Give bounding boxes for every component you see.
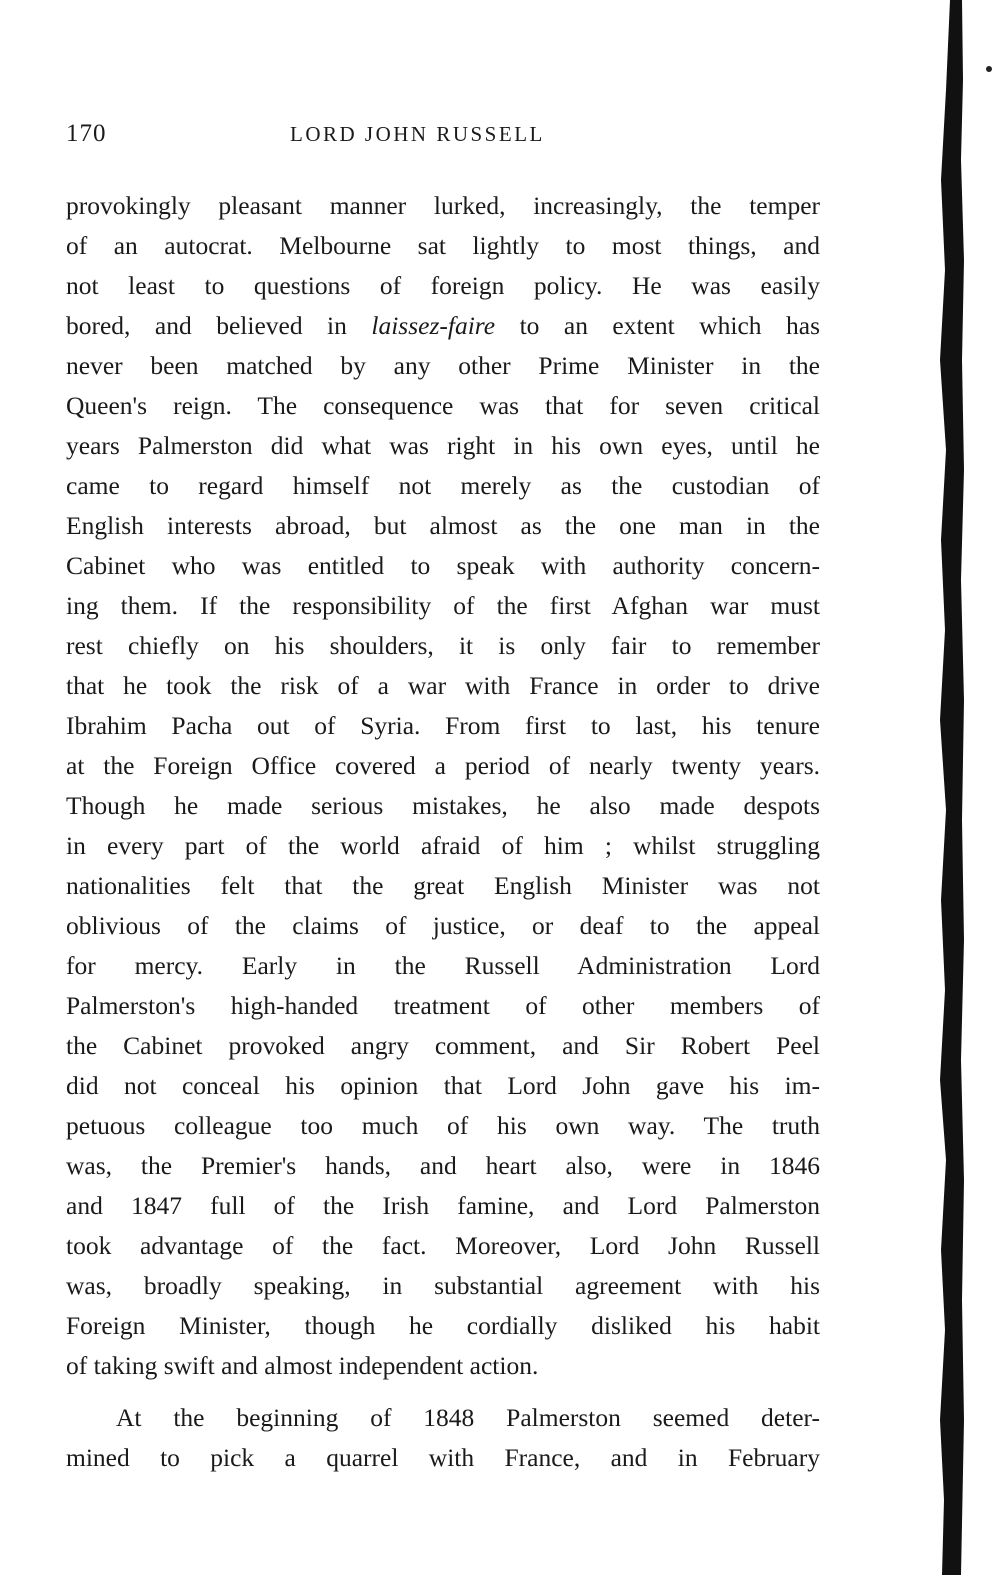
text-line: petuous colleague too much of his own way. The truth: [66, 1111, 820, 1140]
text-line: Though he made serious mistakes, he also made despots: [66, 791, 820, 820]
text-line: English interests abroad, but almost as the one man in the: [66, 511, 820, 540]
text-fragment: bored, and believed in: [66, 311, 347, 340]
scan-shadow-edge: [928, 0, 964, 1575]
text-line: oblivious of the claims of justice, or deaf to the appeal: [66, 911, 820, 940]
text-line: Queen's reign. The consequence was that for seven critical: [66, 391, 820, 420]
paragraph-gap: [66, 1386, 820, 1398]
body-text: [66, 186, 820, 1478]
running-title: LORD JOHN RUSSELL: [290, 122, 545, 146]
text-line: Cabinet who was entitled to speak with authority concern-: [66, 551, 820, 580]
text-line: years Palmerston did what was right in his own eyes, until he: [66, 431, 820, 460]
text-line: for mercy. Early in the Russell Administration Lord: [66, 951, 820, 980]
text-line: At the beginning of 1848 Palmerston seemed deter-: [116, 1403, 820, 1432]
text-line: came to regard himself not merely as the custodian of: [66, 471, 820, 500]
text-line: Foreign Minister, though he cordially disliked his habit: [66, 1311, 820, 1340]
text-line-with-italic: [66, 306, 820, 346]
scan-shadow-shape: [940, 0, 964, 1575]
text-line: Ibrahim Pacha out of Syria. From first to last, his tenure: [66, 711, 820, 740]
text-line: not least to questions of foreign policy. He was easily: [66, 271, 820, 300]
text-line: nationalities felt that the great English Minister was not: [66, 871, 820, 900]
text-line: of taking swift and almost independent action.: [66, 1351, 539, 1380]
text-line: Palmerston's high-handed treatment of other members of: [66, 991, 820, 1020]
text-line: did not conceal his opinion that Lord John gave his im-: [66, 1071, 820, 1100]
text-line: took advantage of the fact. Moreover, Lord John Russell: [66, 1231, 820, 1260]
text-line: provokingly pleasant manner lurked, increasingly, the temper: [66, 191, 820, 220]
running-head: [66, 120, 826, 160]
text-fragment: to an extent which has: [519, 311, 820, 340]
scan-speck: [986, 66, 992, 72]
text-line: ing them. If the responsibility of the first Afghan war must: [66, 591, 820, 620]
page-number: 170: [66, 120, 107, 147]
text-line: at the Foreign Office covered a period of nearly twenty years.: [66, 751, 820, 780]
text-line: mined to pick a quarrel with France, and in February: [66, 1443, 820, 1472]
text-line: was, broadly speaking, in substantial agreement with his: [66, 1271, 820, 1300]
text-line: the Cabinet provoked angry comment, and Sir Robert Peel: [66, 1031, 820, 1060]
text-line: that he took the risk of a war with France in order to drive: [66, 671, 820, 700]
text-line: rest chiefly on his shoulders, it is only fair to remember: [66, 631, 820, 660]
text-line: and 1847 full of the Irish famine, and Lord Palmerston: [66, 1191, 820, 1220]
italic-term: laissez-faire: [371, 311, 496, 340]
text-line: never been matched by any other Prime Minister in the: [66, 351, 820, 380]
text-line: was, the Premier's hands, and heart also, were in 1846: [66, 1151, 820, 1180]
text-line: in every part of the world afraid of him ; whilst struggling: [66, 831, 820, 860]
text-line: of an autocrat. Melbourne sat lightly to most things, and: [66, 231, 820, 260]
